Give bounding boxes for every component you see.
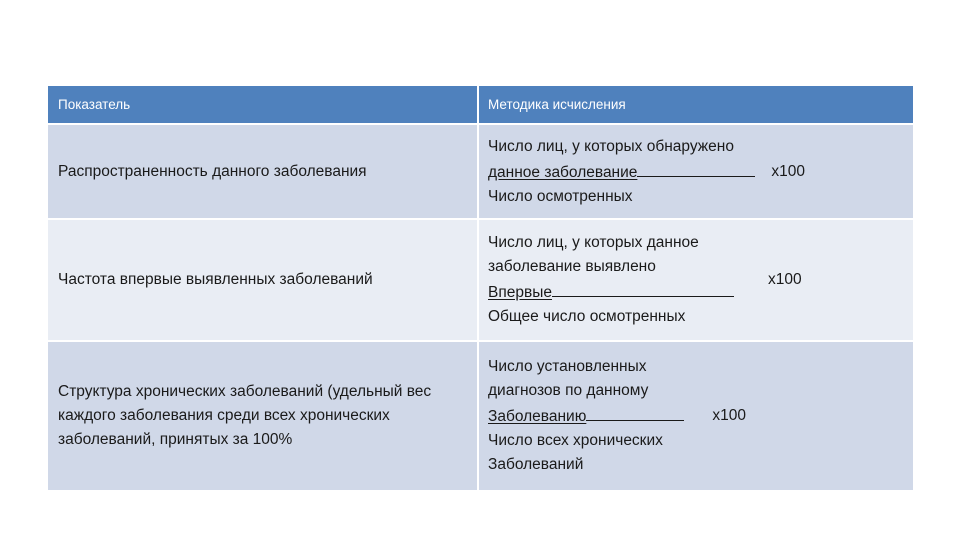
fraction-bar: [637, 159, 755, 177]
fraction-bar: [586, 403, 684, 421]
fraction: [488, 355, 684, 477]
numerator-line: Впервые: [488, 284, 552, 301]
formula: [488, 135, 805, 209]
indicator-text: Распространенность данного заболевания: [58, 162, 367, 180]
multiplier: x100: [767, 271, 802, 288]
numerator-line: диагнозов по данному: [488, 382, 649, 399]
formula-cell: [479, 125, 913, 218]
numerator-line: Заболеванию: [488, 408, 587, 425]
fraction-bar: [552, 279, 734, 297]
denominator-line: Число осмотренных: [488, 187, 633, 205]
numerator-line: Число лиц, у которых обнаружено: [488, 137, 734, 155]
multiplier: x100: [712, 407, 746, 424]
indicator-cell: [48, 220, 479, 340]
indicator-cell: [48, 342, 479, 490]
formula-cell: [479, 342, 913, 490]
formula: [488, 231, 802, 329]
multiplier: x100: [771, 162, 806, 180]
numerator-line: Число лиц, у которых данное: [488, 234, 699, 251]
indicator-cell: [48, 125, 479, 218]
indicator-text: Частота впервые выявленных заболеваний: [58, 271, 373, 288]
denominator-line: Общее число осмотренных: [488, 308, 686, 325]
formula: [488, 355, 746, 477]
denominator-line: Число всех хронических: [488, 432, 663, 449]
numerator-line: заболевание выявлено: [488, 258, 656, 275]
indicators-table: [48, 86, 913, 492]
table-row: [48, 125, 913, 220]
denominator-line: Заболеваний: [488, 456, 584, 473]
table-header-row: [48, 86, 913, 125]
header-indicator: Показатель: [48, 86, 479, 123]
fraction: [488, 135, 755, 209]
table-row: [48, 220, 913, 342]
fraction: [488, 231, 734, 329]
header-method: Методика исчисления: [479, 86, 913, 123]
numerator-line: Число установленных: [488, 358, 647, 375]
indicator-text: Структура хронических заболеваний (удельный вес каждого заболевания среди всех хронических заболеваний, принятых за 100%: [58, 383, 432, 448]
formula-cell: [479, 220, 913, 340]
numerator-line: данное заболевание: [488, 163, 638, 181]
table-row: [48, 342, 913, 492]
